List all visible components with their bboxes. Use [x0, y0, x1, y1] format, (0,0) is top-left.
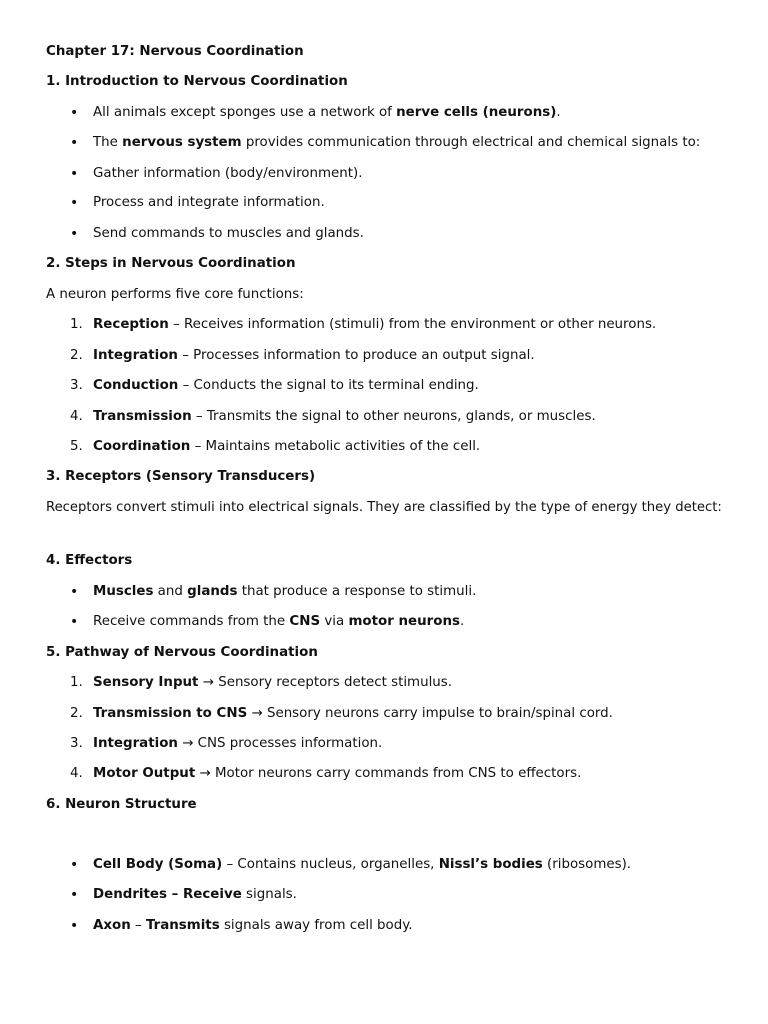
item-bold-text: Nissl’s bodies [438, 857, 543, 872]
list-item [93, 377, 479, 395]
list-item [93, 104, 561, 122]
item-bold-text: nerve cells (neurons) [396, 105, 557, 120]
bullet-marker: • [70, 166, 79, 182]
section-2-intro: A neuron performs five core functions: [46, 287, 304, 302]
item-term: Transmission [93, 409, 192, 424]
list-item [93, 134, 700, 152]
section-3-text: Receptors convert stimuli into electrical signals. They are classified by the type of energy they detect: [46, 500, 722, 515]
list-item [93, 705, 613, 723]
list-item [93, 674, 452, 692]
item-term: Reception [93, 317, 169, 332]
list-number: 2. [70, 348, 83, 363]
item-desc: – Processes information to produce an output signal. [177, 348, 535, 363]
item-text: signals away from cell body. [219, 918, 413, 933]
item-text: – Contains nucleus, organelles, [222, 857, 439, 872]
item-term: Motor Output [93, 766, 196, 781]
bullet-marker: • [70, 135, 79, 151]
item-text: and [153, 584, 188, 599]
item-term: Integration [93, 348, 178, 363]
item-desc: – Transmits the signal to other neurons, glands, or muscles. [191, 409, 596, 424]
list-item [93, 856, 631, 874]
item-desc: → Sensory neurons carry impulse to brain/spinal cord. [247, 706, 613, 721]
item-desc: – Conducts the signal to its terminal ending. [178, 378, 479, 393]
list-item: Send commands to muscles and glands. [93, 226, 364, 241]
item-bold-text: glands [187, 584, 238, 599]
item-term: Transmission to CNS [93, 706, 248, 721]
item-term: Conduction [93, 378, 179, 393]
section-4-heading: 4. Effectors [46, 553, 133, 568]
bullet-marker: • [70, 226, 79, 242]
item-text: via [320, 614, 349, 629]
item-bold-text: motor neurons [348, 614, 460, 629]
list-item: Process and integrate information. [93, 195, 325, 210]
bullet-marker: • [70, 887, 79, 903]
bullet-marker: • [70, 195, 79, 211]
bullet-marker: • [70, 105, 79, 121]
item-bold-text: Cell Body (Soma) [93, 857, 223, 872]
section-6-heading: 6. Neuron Structure [46, 797, 197, 812]
list-item [93, 735, 382, 753]
item-text: signals. [241, 887, 297, 902]
chapter-title: Chapter 17: Nervous Coordination [46, 44, 304, 59]
list-number: 1. [70, 675, 83, 690]
section-2-heading: 2. Steps in Nervous Coordination [46, 256, 296, 271]
item-bold-text: Transmits [145, 918, 220, 933]
bullet-marker: • [70, 584, 79, 600]
list-item [93, 438, 480, 456]
item-term: Integration [93, 736, 178, 751]
list-item [93, 583, 476, 601]
list-item [93, 316, 656, 334]
bullet-marker: • [70, 614, 79, 630]
item-term: Coordination [93, 439, 191, 454]
item-text: that produce a response to stimuli. [237, 584, 477, 599]
item-bold-text: Muscles [93, 584, 154, 599]
list-item [93, 886, 297, 904]
section-3-heading: 3. Receptors (Sensory Transducers) [46, 469, 316, 484]
item-desc: → Motor neurons carry commands from CNS to effectors. [195, 766, 582, 781]
item-text: . [556, 105, 561, 120]
bullet-marker: • [70, 918, 79, 934]
item-bold-text: CNS [289, 614, 321, 629]
item-term: Sensory Input [93, 675, 199, 690]
list-item [93, 613, 464, 631]
item-desc: – Maintains metabolic activities of the cell. [190, 439, 481, 454]
section-1-heading: 1. Introduction to Nervous Coordination [46, 74, 348, 89]
item-desc: → Sensory receptors detect stimulus. [198, 675, 453, 690]
list-item [93, 917, 413, 935]
item-desc: – Receives information (stimuli) from the environment or other neurons. [168, 317, 657, 332]
item-text: Receive commands from the [93, 614, 290, 629]
item-text: provides communication through electrical and chemical signals to: [241, 135, 701, 150]
item-text: (ribosomes). [542, 857, 632, 872]
list-number: 5. [70, 439, 83, 454]
item-text: All animals except sponges use a network of [93, 105, 397, 120]
item-desc: → CNS processes information. [177, 736, 383, 751]
list-item [93, 765, 581, 783]
list-number: 1. [70, 317, 83, 332]
item-text: The [93, 135, 123, 150]
list-item [93, 347, 535, 365]
item-bold-text: Axon [93, 918, 131, 933]
list-number: 2. [70, 706, 83, 721]
item-bold-text: nervous system [122, 135, 242, 150]
list-item: Gather information (body/environment). [93, 166, 363, 181]
list-number: 3. [70, 736, 83, 751]
list-number: 3. [70, 378, 83, 393]
item-text: – [130, 918, 146, 933]
bullet-marker: • [70, 857, 79, 873]
item-bold-text: Dendrites – Receive [93, 887, 242, 902]
item-text: . [459, 614, 465, 629]
list-number: 4. [70, 766, 83, 781]
section-5-heading: 5. Pathway of Nervous Coordination [46, 645, 318, 660]
list-number: 4. [70, 409, 83, 424]
list-item [93, 408, 596, 426]
